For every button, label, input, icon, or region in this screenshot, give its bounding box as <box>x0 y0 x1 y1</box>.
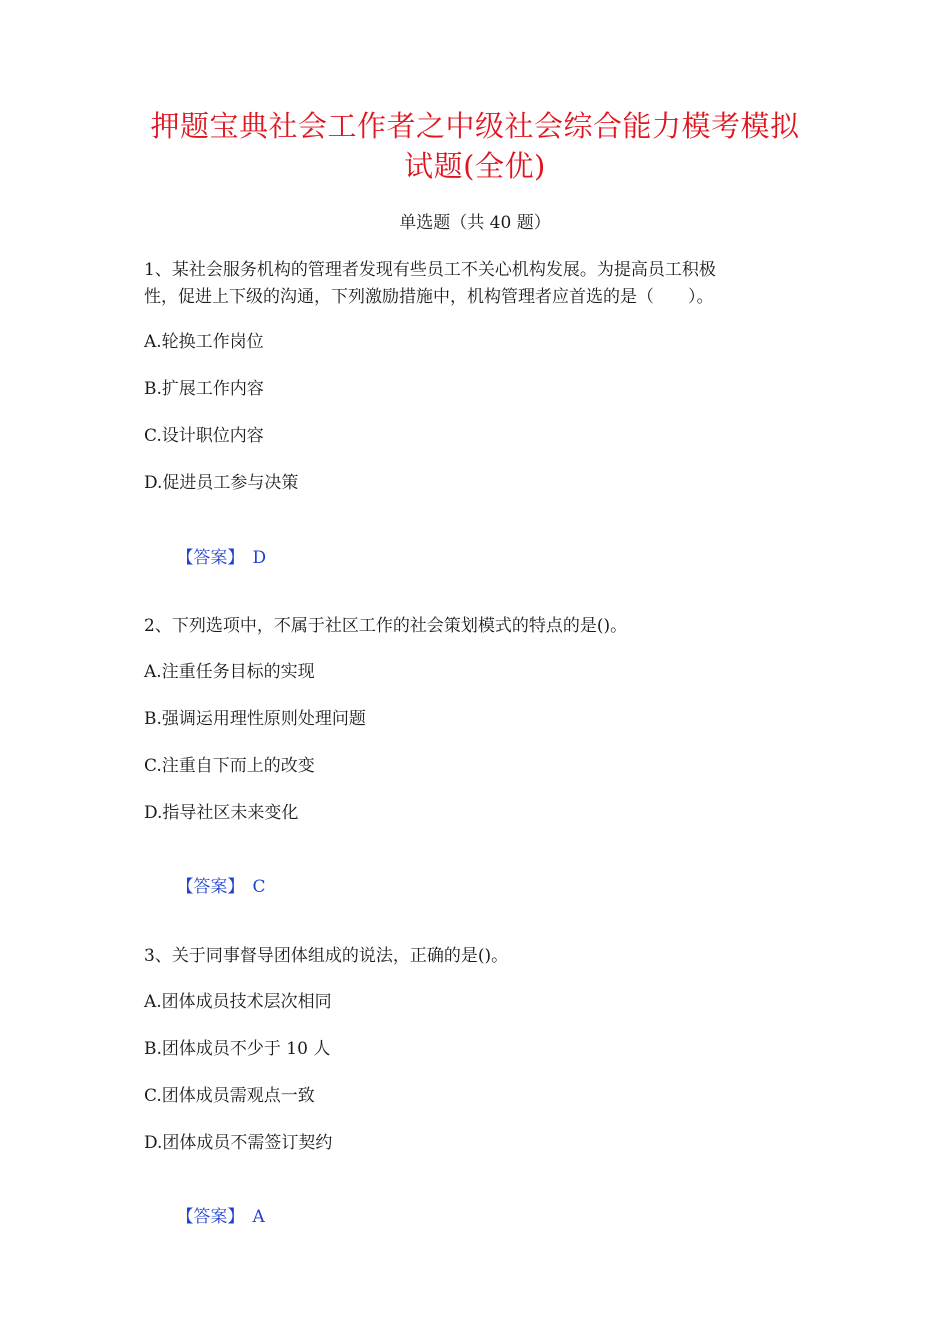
answer-label: 【答案】 <box>176 1207 245 1227</box>
answer-label: 【答案】 <box>176 877 245 897</box>
answer-value: C <box>252 877 266 897</box>
option-d: D.指导社区未来变化 <box>144 803 299 823</box>
question-2 <box>144 613 806 897</box>
document-title-line-1: 押题宝典社会工作者之中级社会综合能力模考模拟 <box>150 109 800 143</box>
option-a: A.注重任务目标的实现 <box>144 662 315 682</box>
answer-value: D <box>252 548 267 568</box>
question-stem-continued: 性，促进上下级的沟通，下列激励措施中，机构管理者应首选的是（ ）。 <box>144 287 714 307</box>
option-a: A.团体成员技术层次相同 <box>144 992 332 1012</box>
option-b: B.强调运用理性原则处理问题 <box>144 709 366 729</box>
question-3 <box>144 943 806 1227</box>
option-b: B.团体成员不少于 10 人 <box>144 1039 331 1059</box>
answer-value: A <box>252 1207 265 1227</box>
option-a: A.轮换工作岗位 <box>144 332 264 352</box>
option-c: C.团体成员需观点一致 <box>144 1086 315 1106</box>
answer-line <box>144 847 265 928</box>
question-stem: 1、某社会服务机构的管理者发现有些员工不关心机构发展。为提高员工积极 <box>144 260 716 280</box>
answer-label: 【答案】 <box>176 548 245 568</box>
answer-line <box>144 518 266 599</box>
answer-line <box>144 1177 265 1258</box>
question-1 <box>144 257 806 568</box>
option-d: D.促进员工参与决策 <box>144 473 299 493</box>
option-b: B.扩展工作内容 <box>144 379 264 399</box>
document-title-line-2: 试题(全优) <box>404 149 546 183</box>
question-stem: 2、下列选项中，不属于社区工作的社会策划模式的特点的是()。 <box>144 616 628 636</box>
document-title <box>120 106 830 186</box>
question-stem: 3、关于同事督导团体组成的说法，正确的是()。 <box>144 946 509 966</box>
option-d: D.团体成员不需签订契约 <box>144 1133 333 1153</box>
option-c: C.设计职位内容 <box>144 426 264 446</box>
option-c: C.注重自下而上的改变 <box>144 756 315 776</box>
section-heading: 单选题（共 40 题） <box>399 213 551 233</box>
